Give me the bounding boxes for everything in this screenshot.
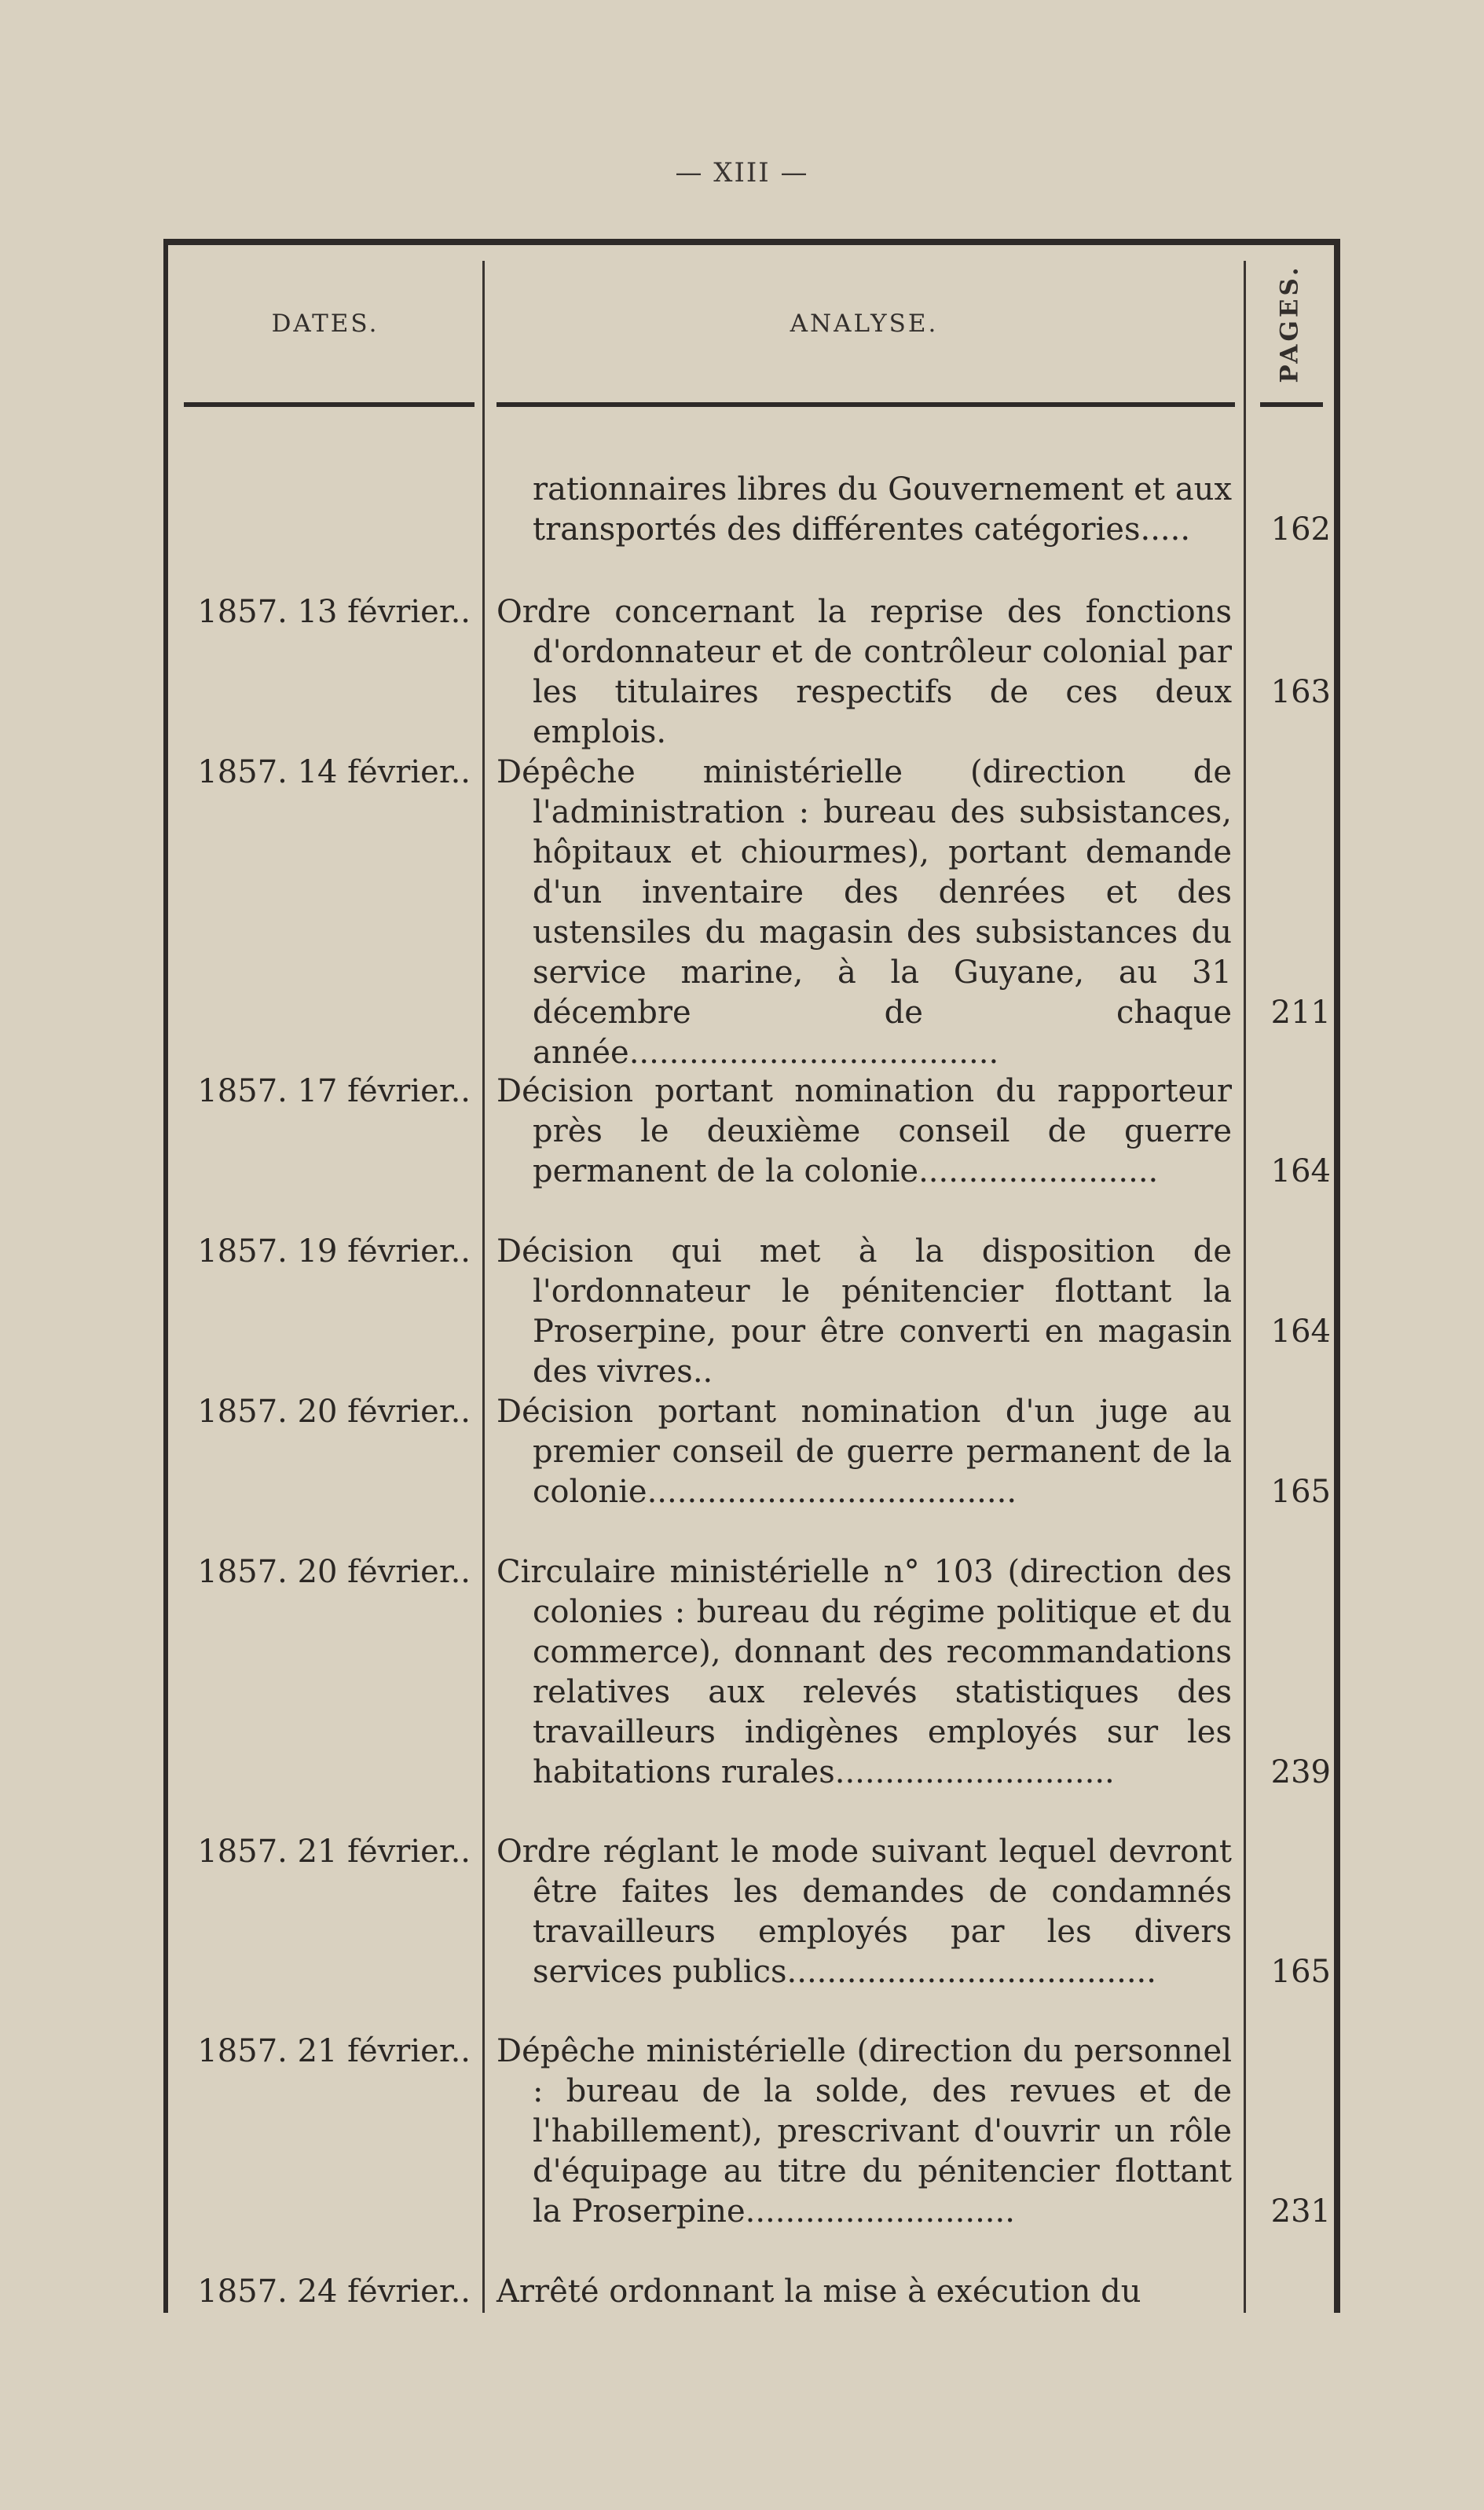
entry-page: 163 xyxy=(1270,674,1331,710)
entry-date: 1857. 19 février.. xyxy=(197,1233,471,1270)
header-rule-analyse xyxy=(496,402,1235,407)
entry-analysis-text: Décision portant nomination d'un juge au premier conseil de guerre permanent de la colonie..................................... xyxy=(496,1394,1232,1510)
table-row xyxy=(168,1832,1334,1992)
entry-analysis xyxy=(496,592,1232,753)
table-row xyxy=(168,753,1334,1071)
header-rule-dates xyxy=(184,402,475,407)
entry-analysis-text: Décision qui met à la disposition de l'ordonnateur le pénitencier flottant la Proserpine, pour être converti en magasin des vivres.. xyxy=(496,1233,1232,1390)
table-row xyxy=(168,1232,1334,1390)
entry-date: 1857. 24 février.. xyxy=(197,2274,471,2310)
entry-page: 164 xyxy=(1270,1314,1331,1350)
entry-analysis xyxy=(496,2272,1232,2312)
header-analyse: ANALYSE. xyxy=(790,310,939,338)
entry-date: 1857. 20 février.. xyxy=(197,1394,471,1430)
index-table xyxy=(163,239,1340,2313)
header-rule-pages xyxy=(1260,402,1323,407)
entry-page: 164 xyxy=(1270,1153,1331,1189)
page-number: — XIII — xyxy=(675,157,809,189)
entry-analysis-text: Circulaire ministérielle n° 103 (direction des colonies : bureau du régime politique et du commerce), donnant des recommandations relatives aux relevés statistiques des travailleurs indigènes employés sur les habitations rurales............................ xyxy=(496,1554,1232,1790)
entry-analysis-text: Ordre concernant la reprise des fonctions d'ordonnateur et de contrôleur colonial par les titulaires respectifs de ces deux emplois. xyxy=(496,594,1232,750)
table-row xyxy=(168,1552,1334,1793)
entry-page: 231 xyxy=(1270,2193,1331,2230)
entry-analysis xyxy=(496,1072,1232,1192)
entry-analysis-text: Décision portant nomination du rapporteur près le deuxième conseil de guerre permanent de la colonie........................ xyxy=(496,1073,1232,1189)
entry-analysis xyxy=(496,1232,1232,1392)
entry-analysis xyxy=(496,2032,1232,2232)
entry-analysis: rationnaires libres du Gouvernement et aux transportés des différentes catégories..... xyxy=(533,471,1232,548)
table-row xyxy=(168,2032,1334,2232)
entry-page: 165 xyxy=(1270,1474,1331,1510)
entry-page: 165 xyxy=(1270,1954,1331,1990)
entry-date: 1857. 20 février.. xyxy=(197,1554,471,1590)
entry-analysis-text: Arrêté ordonnant la mise à exécution du xyxy=(496,2274,1141,2310)
table-row xyxy=(168,470,1334,550)
table-row xyxy=(168,592,1334,750)
entry-date: 1857. 21 février.. xyxy=(197,2033,471,2069)
entry-date: 1857. 21 février.. xyxy=(197,1834,471,1870)
entry-analysis xyxy=(496,753,1232,1073)
table-row xyxy=(168,1072,1334,1192)
entry-analysis xyxy=(496,1392,1232,1512)
entry-date: 1857. 13 février.. xyxy=(197,594,471,630)
header-pages-label: PAGES. xyxy=(1276,264,1305,383)
entry-page: 211 xyxy=(1270,995,1331,1031)
entry-analysis xyxy=(496,1552,1232,1793)
entry-analysis-text: Dépêche ministérielle (direction de l'administration : bureau des subsistances, hôpitaux et chiourmes), portant demande d'un inventaire des denrées et des ustensiles du magasin des subsistances du service marine, à la Guyane, au 31 décembre de chaque année..................................... xyxy=(496,754,1232,1071)
header-dates: DATES. xyxy=(271,310,379,338)
entry-date: 1857. 14 février.. xyxy=(197,754,471,790)
table-row xyxy=(168,1392,1334,1512)
entry-page: 162 xyxy=(1270,511,1331,548)
entry-analysis xyxy=(496,1832,1232,1992)
entry-date: 1857. 17 février.. xyxy=(197,1073,471,1109)
header-pages xyxy=(1246,245,1334,402)
table-row xyxy=(168,2272,1334,2312)
entry-analysis-text: Ordre réglant le mode suivant lequel devront être faites les demandes de condamnés travailleurs employés par les divers services publics..................................... xyxy=(496,1834,1232,1990)
entry-analysis-text: Dépêche ministérielle (direction du personnel : bureau de la solde, des revues et de l'habillement), prescrivant d'ouvrir un rôle d'équipage au titre du pénitencier flottant la Proserpine........................... xyxy=(496,2033,1232,2230)
entry-page: 239 xyxy=(1270,1754,1331,1790)
